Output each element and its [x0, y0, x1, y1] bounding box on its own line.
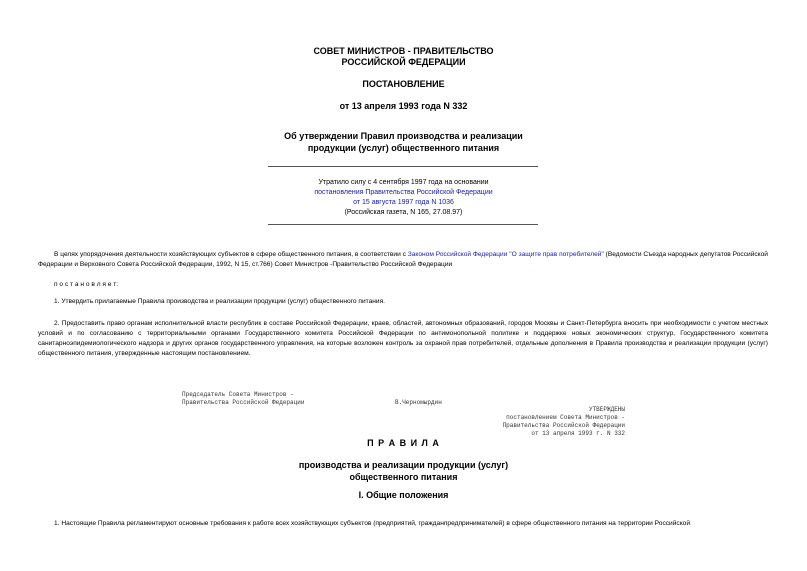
decree-word: п о с т а н о в л я е т: — [54, 281, 119, 288]
document-date: от 13 апреля 1993 года N 332 — [339, 101, 468, 111]
status-bottom-rule — [268, 224, 538, 225]
status-link-line2[interactable]: от 15 августа 1997 года N 1036 — [353, 199, 454, 206]
rules-subtitle-line1: производства и реализации продукции (услуг) — [298, 460, 509, 470]
approval-line4: от 13 апреля 1993 г. N 332 — [531, 430, 625, 437]
status-line1: Утратило силу с 4 сентября 1997 года на основании — [318, 179, 489, 186]
rules-subtitle-line2: общественного питания — [349, 472, 458, 482]
status-line4: (Российская газета, N 165, 27.08.97) — [344, 209, 463, 216]
approval-line2: постановлением Совета Министров - — [506, 414, 625, 421]
signature-position-line2: Правительства Российской Федерации — [182, 399, 305, 406]
decree-item-2: 2. Предоставить право органам исполнительной власти республик в составе Российской Федерации, краев, областей, автономных образований, городов Москвы и Санкт-Петербурга вносить при необходимости с учетом местных условий и по согласованию с территориальными органами Государственного комитета Российской Федерации по антимонопольной политике и поддержке новых экономических структур, Государственного комитета санитарноэпидемиологического надзора и других органов государственного управления, на которые возложен контроль за охраной прав потребителей, отдельные дополнения в Правила производства и реализации продукции (услуг) общественного питания, утвержденные настоящим постановлением. — [38, 320, 768, 357]
rules-heading: П Р А В И Л А — [367, 438, 440, 448]
document-title-line1: Об утверждении Правил производства и реализации — [284, 131, 523, 141]
approval-line1: УТВЕРЖДЕНЫ — [588, 406, 625, 413]
signature-name: В.Черномырдин — [395, 399, 442, 406]
signature-position-line1: Председатель Совета Министров - — [182, 391, 294, 398]
status-top-rule — [268, 166, 538, 167]
intro-paragraph — [38, 250, 768, 270]
intro-text-part2: (Ведомости Съезда народных депутатов Российской Федерации и Верховного Совета Российской Федерации, 1992, N 15, ст.766) Совет Министров -Правительство Российской Федерации — [38, 251, 768, 268]
document-title-line2: продукции (услуг) общественного питания — [307, 143, 500, 153]
law-link[interactable]: Законом Российской Федерации "О защите прав потребителей" — [407, 251, 604, 258]
org-name-line1: СОВЕТ МИНИСТРОВ - ПРАВИТЕЛЬСТВО — [313, 46, 494, 56]
intro-text-part1: В целях упорядочения деятельности хозяйствующих субъектов в сфере общественного питания, в соответствии с — [54, 251, 408, 258]
status-link-line1[interactable]: постановления Правительства Российской Федерации — [314, 189, 493, 196]
org-name-line2: РОССИЙСКОЙ ФЕДЕРАЦИИ — [341, 57, 466, 67]
rules-item-1: 1. Настоящие Правила регламентируют основные требования к работе всех хозяйствующих субъектов (предприятий, гражданпредпринимателей) в сфере общественного питания на территории Российской — [54, 520, 691, 527]
document-type: ПОСТАНОВЛЕНИЕ — [362, 79, 445, 89]
decree-item-1: 1. Утвердить прилагаемые Правила производства и реализации продукции (услуг) общественного питания. — [54, 298, 385, 305]
section-heading: I. Общие положения — [358, 490, 449, 500]
approval-line3: Правительства Российской Федерации — [502, 422, 625, 429]
